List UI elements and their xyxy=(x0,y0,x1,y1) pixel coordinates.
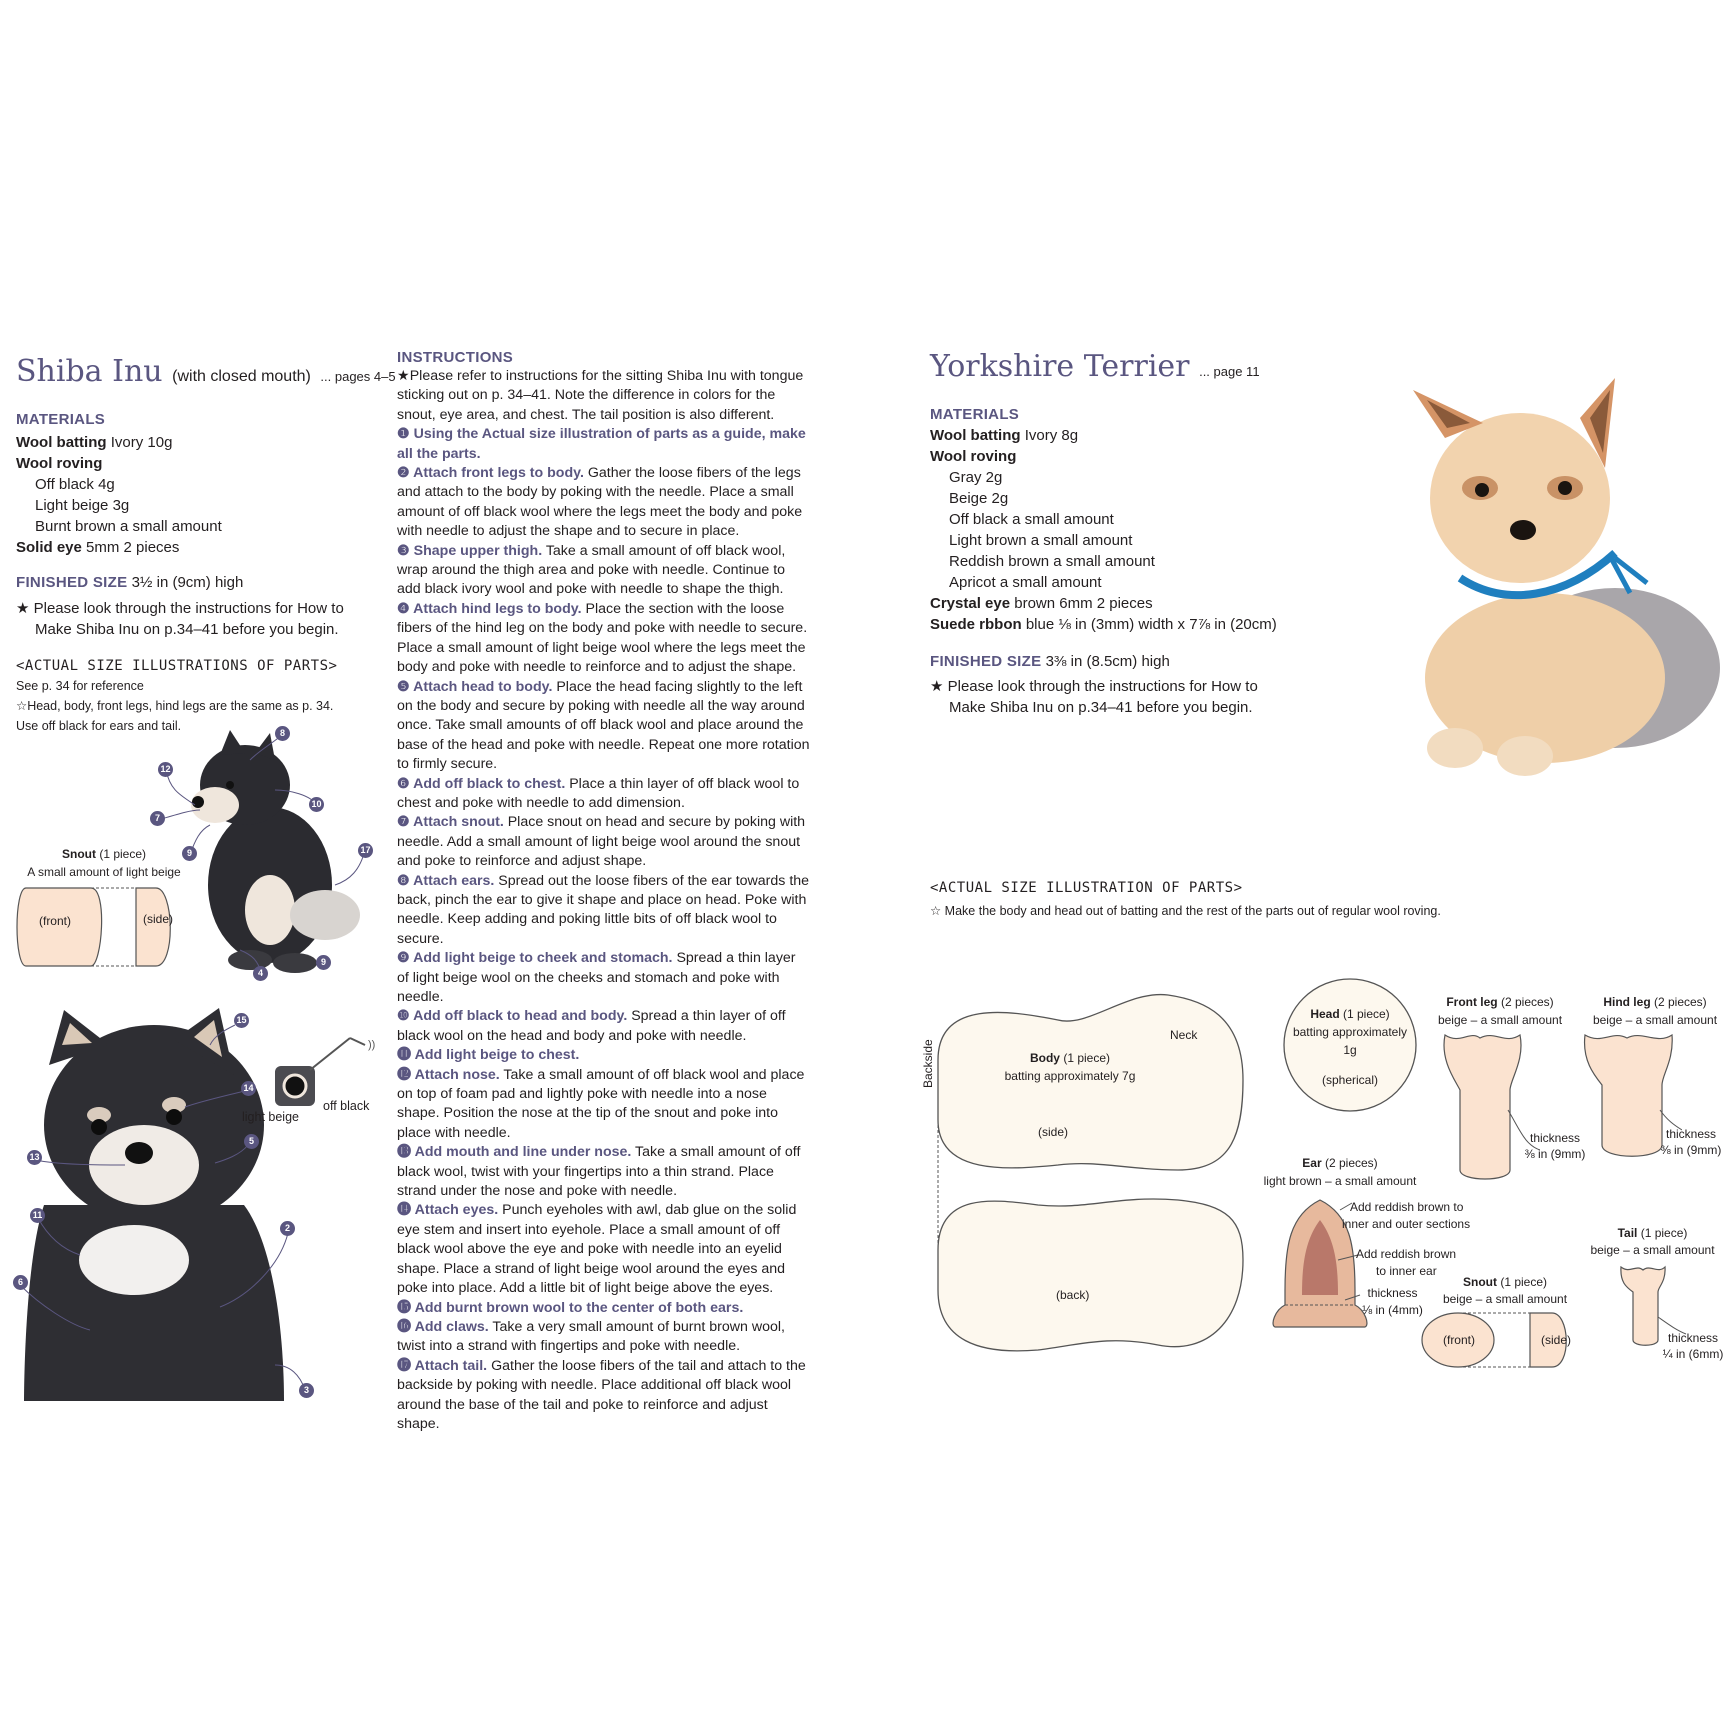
yorkie-photo xyxy=(1385,378,1730,788)
instruction-step-title: ❻ Add off black to chest. xyxy=(397,775,566,792)
instruction-step xyxy=(397,464,810,542)
yorkie-body-backside xyxy=(920,1039,936,1088)
instruction-step xyxy=(397,367,810,425)
yorkie-hind-leg-label-row xyxy=(1580,994,1730,1010)
shiba-finished-size xyxy=(16,572,243,593)
yorkie-head-desc-2: 1g xyxy=(1343,1043,1357,1057)
instruction-step-text: Gather the loose fibers of the tail and attach to the backside by poking with needle. Place additional off black wool around the base of the tail and poke to reinforce and adjust shape. xyxy=(397,1357,806,1432)
yorkie-material-item xyxy=(930,614,1277,635)
yorkie-note-2: Make Shiba Inu on p.34–41 before you begin. xyxy=(949,699,1253,716)
callout-marker: 15 xyxy=(234,1013,249,1028)
instructions-heading: INSTRUCTIONS xyxy=(397,349,514,366)
shiba-parts-note-2: Use off black for ears and tail. xyxy=(16,719,182,733)
instruction-step-title: ⓭ Add mouth and line under nose. xyxy=(397,1144,632,1161)
yorkie-material-detail: Apricot a small amount xyxy=(949,574,1102,591)
yorkie-ear-thick-1: thickness xyxy=(1367,1286,1418,1300)
instruction-step xyxy=(397,872,810,950)
yorkie-hind-leg-thick-2: ⅜ in (9mm) xyxy=(1660,1143,1722,1157)
instruction-step-text: Spread a thin layer of light beige wool on the cheeks and stomach and poke with needle. xyxy=(397,950,796,1005)
instruction-step xyxy=(397,425,810,464)
shiba-finished-value: 3½ in (9cm) high xyxy=(127,574,244,591)
yorkie-snout-side: (side) xyxy=(1540,1333,1571,1347)
shiba-materials-heading: MATERIALS xyxy=(16,411,106,428)
shiba-page-ref: ... pages 4–5 xyxy=(320,369,396,384)
instruction-step xyxy=(397,678,810,775)
yorkie-finished-size xyxy=(930,651,1170,672)
instruction-step xyxy=(397,1046,810,1065)
yorkie-body-neck: Neck xyxy=(1170,1028,1198,1042)
yorkie-material-detail: Ivory 8g xyxy=(1020,427,1079,444)
instruction-step-text: Take a very small amount of burnt brown wool, twist into a strand with fingertips and poke with needle. xyxy=(397,1318,785,1355)
yorkie-head-desc-1: batting approximately xyxy=(1292,1025,1408,1039)
instruction-step xyxy=(397,775,810,814)
callout-marker: 2 xyxy=(280,1221,295,1236)
callout-marker: 8 xyxy=(275,726,290,741)
instruction-step xyxy=(397,1201,810,1298)
instruction-step-title: ⓯ Add burnt brown wool to the center of both ears. xyxy=(397,1299,744,1316)
instruction-step-title: ❶ Using the Actual size illustration of parts as a guide, make all the parts. xyxy=(397,426,806,462)
instruction-step-text: ★Please refer to instructions for the sitting Shiba Inu with tongue sticking out on p. 34–41. Note the difference in colors for the snout, eye area, and chest. The tail position is also different. xyxy=(397,368,804,423)
yorkie-finished-value: 3⅜ in (8.5cm) high xyxy=(1041,653,1170,670)
instruction-step-text: Place the head facing slightly to the left on the body and secure by poking with needle all the way around once. Take small amounts of off black wool and place around the base of the head and poke with needle. Repeat one more rotation to firmly secure. xyxy=(397,678,810,773)
instruction-step-title: ❿ Add off black to head and body. xyxy=(397,1008,628,1025)
yorkie-front-leg-label-row xyxy=(1425,994,1575,1010)
yorkie-head-count: (1 piece) xyxy=(1339,1007,1390,1021)
shiba-materials-list xyxy=(16,432,222,558)
yorkie-ear-desc: light brown – a small amount xyxy=(1263,1174,1417,1188)
yorkie-title: Yorkshire Terrier xyxy=(930,349,1190,384)
shiba-material-name: Wool batting xyxy=(16,434,107,451)
instruction-step-title: ⓮ Attach eyes. xyxy=(397,1202,499,1219)
shiba-parts-note-1: ☆Head, body, front legs, hind legs are the same as p. 34. xyxy=(16,699,334,713)
instructions-body xyxy=(397,367,810,1434)
shiba-material-item xyxy=(16,537,222,558)
yorkie-material-detail: blue ⅛ in (3mm) width x 7⅞ in (20cm) xyxy=(1021,616,1277,633)
yorkie-ear-note-1b: inner and outer sections xyxy=(1342,1217,1471,1231)
shiba-eye-off-black: off black xyxy=(323,1099,370,1113)
yorkie-ear-count: (2 pieces) xyxy=(1321,1156,1378,1170)
yorkie-material-detail: Gray 2g xyxy=(949,469,1003,486)
yorkie-hind-leg-desc: beige – a small amount xyxy=(1592,1013,1718,1027)
yorkie-parts-heading: <ACTUAL SIZE ILLUSTRATION OF PARTS> xyxy=(930,880,1243,896)
yorkie-material-name: Crystal eye xyxy=(930,595,1011,612)
shiba-note-2: Make Shiba Inu on p.34–41 before you begin. xyxy=(35,621,339,638)
yorkie-hind-leg-count: (2 pieces) xyxy=(1650,995,1707,1009)
callout-marker: 13 xyxy=(27,1150,42,1165)
callout-marker: 14 xyxy=(241,1081,256,1096)
yorkie-note-1: ★ Please look through the instructions for How to xyxy=(930,678,1258,695)
shiba-bottom-callouts xyxy=(10,1005,310,1405)
yorkie-body-side: (side) xyxy=(1038,1125,1069,1139)
callout-marker: 5 xyxy=(244,1134,259,1149)
yorkie-material-name: Suede rbbon xyxy=(930,616,1022,633)
instruction-step-text: Spread out the loose fibers of the ear towards the back, pinch the ear to give it shape and place on head. Poke with needle. Keep adding and poking little bits of off black wool to secure. xyxy=(397,872,810,947)
instruction-step-title: ⓬ Attach nose. xyxy=(397,1066,500,1083)
shiba-title: Shiba Inu xyxy=(16,354,163,389)
yorkie-page-ref: ... page 11 xyxy=(1199,364,1260,379)
shiba-material-item xyxy=(16,453,222,474)
yorkie-front-leg-label: Front leg xyxy=(1446,995,1498,1009)
yorkie-material-name: Wool roving xyxy=(930,448,1017,465)
callout-marker: 12 xyxy=(158,762,173,777)
yorkie-front-leg-desc: beige – a small amount xyxy=(1437,1013,1563,1027)
instruction-step-title: ❽ Attach ears. xyxy=(397,872,495,889)
yorkie-material-detail: Beige 2g xyxy=(949,490,1009,507)
instruction-step-text: Gather the loose fibers of the legs and attach to the body by poking with the needle. Place a small amount of off black wool where the legs meet the body and poke with needle to adjust the shape and to secure in place. xyxy=(397,465,803,540)
yorkie-material-item xyxy=(930,425,1277,446)
instruction-step xyxy=(397,1066,810,1144)
instruction-step xyxy=(397,1007,810,1046)
shiba-finished-label: FINISHED SIZE xyxy=(16,574,128,591)
yorkie-material-detail: Off black a small amount xyxy=(949,511,1114,528)
yorkie-parts-note: ☆ Make the body and head out of batting and the rest of the parts out of regular wool roving. xyxy=(930,904,1441,918)
yorkie-hind-leg-label: Hind leg xyxy=(1603,995,1651,1009)
yorkie-body-desc: batting approximately 7g xyxy=(1004,1069,1136,1083)
shiba-parts-heading: <ACTUAL SIZE ILLUSTRATIONS OF PARTS> xyxy=(16,658,338,674)
instruction-step-text: Take a small amount of off black wool, wrap around the thigh area and poke with needle. Continue to add black ivory wool and poke with needle to shape the thigh. xyxy=(397,542,786,598)
yorkie-material-item xyxy=(930,572,1277,593)
yorkie-snout-desc: beige – a small amount xyxy=(1442,1292,1568,1306)
yorkie-materials-list xyxy=(930,425,1277,635)
yorkie-material-detail: Reddish brown a small amount xyxy=(949,553,1155,570)
yorkie-material-item xyxy=(930,488,1277,509)
shiba-snout-desc: A small amount of light beige xyxy=(27,865,181,879)
instruction-step-title: ❺ Attach head to body. xyxy=(397,678,553,695)
callout-marker: 9 xyxy=(182,846,197,861)
shiba-material-name: Solid eye xyxy=(16,539,82,556)
instruction-step-text: Take a small amount of off black wool and place on top of foam pad and lightly poke with needle into a nose shape. Position the nose at the tip of the snout and poke into place with needle. xyxy=(397,1066,805,1141)
yorkie-material-item xyxy=(930,509,1277,530)
yorkie-tail-count: (1 piece) xyxy=(1637,1226,1688,1240)
yorkie-ear-note-2b: to inner ear xyxy=(1376,1264,1437,1278)
yorkie-hind-leg-thick-1: thickness xyxy=(1665,1127,1717,1141)
yorkie-material-detail: Light brown a small amount xyxy=(949,532,1133,549)
yorkie-tail-desc: beige – a small amount xyxy=(1590,1243,1715,1257)
yorkie-snout-label: Snout xyxy=(1462,1275,1497,1289)
yorkie-finished-label: FINISHED SIZE xyxy=(930,653,1042,670)
yorkie-ear-note-1a: Add reddish brown to xyxy=(1350,1200,1464,1214)
instruction-step-text: Place a thin layer of off black wool to chest and poke with needle to add dimension. xyxy=(397,775,800,811)
shiba-material-detail: Burnt brown a small amount xyxy=(35,518,222,535)
instruction-step-title: ⓱ Attach tail. xyxy=(397,1357,488,1374)
yorkie-snout-label-row xyxy=(1425,1274,1585,1290)
shiba-material-detail: Off black 4g xyxy=(35,476,115,493)
shiba-material-item xyxy=(16,495,222,516)
yorkie-title-row xyxy=(930,349,1260,384)
yorkie-material-detail: brown 6mm 2 pieces xyxy=(1010,595,1153,612)
yorkie-material-item xyxy=(930,593,1277,614)
yorkie-body-backside-text: Backside xyxy=(921,1039,935,1088)
svg-text:)): )) xyxy=(368,1039,376,1051)
instruction-step xyxy=(397,600,810,678)
instruction-step-title: ⓰ Add claws. xyxy=(397,1318,489,1335)
yorkie-ear-note-2a: Add reddish brown xyxy=(1356,1247,1457,1261)
instruction-step-title: ❾ Add light beige to cheek and stomach. xyxy=(397,950,673,967)
callout-marker: 7 xyxy=(150,811,165,826)
shiba-eye-light-beige: light beige xyxy=(242,1110,299,1124)
callout-marker: 4 xyxy=(253,966,268,981)
yorkie-head-label-row xyxy=(1280,1006,1420,1022)
instruction-step xyxy=(397,949,810,1007)
yorkie-body-count: (1 piece) xyxy=(1059,1051,1111,1065)
callout-marker: 11 xyxy=(30,1208,45,1223)
shiba-subtitle: (with closed mouth) xyxy=(172,368,311,385)
callout-marker: 17 xyxy=(358,843,373,858)
shiba-snout-side: (side) xyxy=(142,912,173,926)
yorkie-tail-thick-1: thickness xyxy=(1667,1331,1719,1345)
instruction-step xyxy=(397,813,810,871)
yorkie-head-shape-note: (spherical) xyxy=(1321,1073,1378,1087)
yorkie-material-item xyxy=(930,467,1277,488)
yorkie-material-item xyxy=(930,446,1277,467)
shiba-note-1: ★ Please look through the instructions for How to xyxy=(16,600,344,617)
instruction-step-title: ❷ Attach front legs to body. xyxy=(397,465,584,482)
shiba-title-row xyxy=(16,354,396,389)
yorkie-snout-front: (front) xyxy=(1442,1333,1475,1347)
yorkie-material-item xyxy=(930,530,1277,551)
yorkie-material-item xyxy=(930,551,1277,572)
yorkie-tail-thick-2: ¼ in (6mm) xyxy=(1662,1347,1724,1361)
shiba-material-name: Wool roving xyxy=(16,455,103,472)
instruction-step-text: Take a small amount of off black wool, twist with your fingertips into a thin strand. Place strand under the nose and poke with needle. xyxy=(397,1144,801,1200)
shiba-snout-label-row xyxy=(16,846,192,862)
yorkie-body-back: (back) xyxy=(1056,1288,1090,1302)
yorkie-front-leg-count: (2 pieces) xyxy=(1497,995,1554,1009)
yorkie-body-label-row xyxy=(990,1050,1150,1066)
instruction-step xyxy=(397,1143,810,1201)
instruction-step-title: ❼ Attach snout. xyxy=(397,814,504,831)
instruction-step-title: ⓫ Add light beige to chest. xyxy=(397,1047,580,1064)
yorkie-body-label: Body xyxy=(1029,1051,1060,1065)
shiba-material-item xyxy=(16,432,222,453)
instruction-step-text: Place snout on head and secure by poking with needle. Add a small amount of light beige wool around the snout and poke to reinforce and adjust shape. xyxy=(397,814,806,870)
yorkie-ear-label: Ear xyxy=(1302,1156,1322,1170)
shiba-material-item xyxy=(16,516,222,537)
callout-marker: 9 xyxy=(316,955,331,970)
yorkie-materials-heading: MATERIALS xyxy=(930,406,1020,423)
callout-marker: 10 xyxy=(309,797,324,812)
shiba-material-detail: Light beige 3g xyxy=(35,497,130,514)
instruction-step-title: ❸ Shape upper thigh. xyxy=(397,542,543,559)
instruction-step-text: Spread a thin layer of off black wool on the head and body and poke with needle. xyxy=(397,1008,786,1044)
shiba-material-item xyxy=(16,474,222,495)
yorkie-ear-label-row xyxy=(1255,1155,1425,1171)
yorkie-ear-thick-2: ⅛ in (4mm) xyxy=(1362,1303,1423,1317)
instruction-step xyxy=(397,1357,810,1435)
yorkie-material-name: Wool batting xyxy=(930,427,1021,444)
shiba-material-detail: Ivory 10g xyxy=(106,434,173,451)
callout-marker: 6 xyxy=(13,1275,28,1290)
instruction-step-text: Place the section with the loose fibers of the hind leg on the body and poke with needle to secure. Place a small amount of light beige wool where the legs meet the body and poke with needle to reinforce and to adjust the shape. xyxy=(397,600,808,676)
yorkie-tail-label-row xyxy=(1580,1225,1725,1241)
shiba-material-detail: 5mm 2 pieces xyxy=(81,539,180,556)
instruction-step-title: ❹ Attach hind legs to body. xyxy=(397,600,582,617)
instruction-step xyxy=(397,542,810,600)
yorkie-snout-count: (1 piece) xyxy=(1496,1275,1548,1289)
shiba-snout-front: (front) xyxy=(38,914,71,928)
instruction-step-text: Punch eyeholes with awl, dab glue on the solid eye stem and insert into eyehole. Place a small amount of off black wool above the eye and poke with needle into an eyelid shape. Place a strand of light beige wool around the eyes and poke into place. Add a little bit of light beige above the eyes. xyxy=(397,1202,797,1297)
yorkie-head-label: Head xyxy=(1310,1007,1340,1021)
instruction-step xyxy=(397,1318,810,1357)
instruction-step xyxy=(397,1299,810,1318)
shiba-snout-label: Snout xyxy=(61,847,96,861)
callout-marker: 3 xyxy=(299,1383,314,1398)
shiba-snout-count: (1 piece) xyxy=(95,847,147,861)
yorkie-body-shapes xyxy=(928,990,1248,1370)
yorkie-front-leg-thick-1: thickness xyxy=(1529,1131,1581,1145)
yorkie-tail-label: Tail xyxy=(1617,1226,1638,1240)
shiba-parts-ref: See p. 34 for reference xyxy=(16,679,144,693)
yorkie-front-leg-thick-2: ⅜ in (9mm) xyxy=(1524,1147,1586,1161)
